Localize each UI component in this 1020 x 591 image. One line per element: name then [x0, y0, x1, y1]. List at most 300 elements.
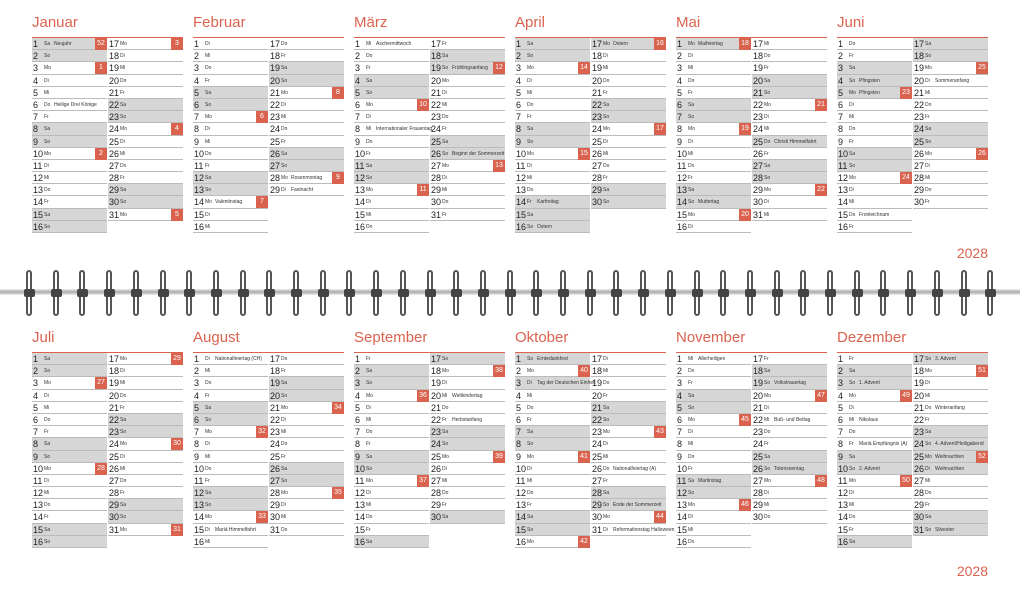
day-row[interactable] [269, 451, 344, 463]
day-row[interactable] [676, 377, 751, 389]
day-row[interactable] [269, 353, 344, 365]
day-row[interactable] [193, 196, 268, 208]
day-row[interactable] [32, 475, 107, 487]
day-row[interactable] [354, 172, 429, 184]
day-row[interactable] [515, 123, 590, 135]
day-row[interactable] [269, 475, 344, 487]
day-row[interactable] [752, 196, 827, 208]
day-row[interactable] [752, 365, 827, 377]
day-row[interactable] [193, 377, 268, 389]
day-row[interactable] [837, 463, 912, 475]
day-row[interactable] [108, 87, 183, 99]
day-row[interactable] [676, 390, 751, 402]
day-row[interactable] [515, 99, 590, 111]
day-row[interactable] [591, 184, 666, 196]
day-row[interactable] [676, 438, 751, 450]
day-row[interactable] [430, 377, 505, 389]
day-row[interactable] [676, 536, 751, 548]
day-row[interactable] [32, 353, 107, 365]
day-row[interactable] [591, 99, 666, 111]
day-row[interactable] [193, 365, 268, 377]
day-row[interactable] [752, 111, 827, 123]
day-row[interactable] [269, 463, 344, 475]
day-row[interactable] [913, 196, 988, 208]
day-row[interactable] [193, 414, 268, 426]
day-row[interactable] [676, 524, 751, 536]
day-row[interactable] [354, 50, 429, 62]
day-row[interactable] [354, 184, 429, 196]
day-row[interactable] [354, 475, 429, 487]
day-row[interactable] [676, 87, 751, 99]
day-row[interactable] [752, 160, 827, 172]
day-row[interactable] [676, 184, 751, 196]
day-row[interactable] [193, 402, 268, 414]
day-row[interactable] [193, 475, 268, 487]
day-row[interactable] [752, 451, 827, 463]
day-row[interactable] [430, 196, 505, 208]
day-row[interactable] [108, 426, 183, 438]
day-row[interactable] [515, 487, 590, 499]
day-row[interactable] [32, 524, 107, 536]
day-row[interactable] [430, 209, 505, 221]
day-row[interactable] [193, 148, 268, 160]
day-row[interactable] [591, 414, 666, 426]
day-row[interactable] [913, 426, 988, 438]
day-row[interactable] [752, 377, 827, 389]
day-row[interactable] [752, 414, 827, 426]
day-row[interactable] [430, 463, 505, 475]
day-row[interactable] [108, 62, 183, 74]
day-row[interactable] [32, 111, 107, 123]
day-row[interactable] [430, 414, 505, 426]
day-row[interactable] [108, 475, 183, 487]
day-row[interactable] [515, 172, 590, 184]
day-row[interactable] [752, 209, 827, 221]
day-row[interactable] [752, 62, 827, 74]
day-row[interactable] [913, 123, 988, 135]
day-row[interactable] [32, 62, 107, 74]
day-row[interactable] [515, 463, 590, 475]
day-row[interactable] [515, 196, 590, 208]
day-row[interactable] [430, 123, 505, 135]
day-row[interactable] [752, 136, 827, 148]
day-row[interactable] [913, 184, 988, 196]
day-row[interactable] [837, 172, 912, 184]
day-row[interactable] [32, 148, 107, 160]
day-row[interactable] [193, 499, 268, 511]
day-row[interactable] [752, 148, 827, 160]
day-row[interactable] [354, 148, 429, 160]
day-row[interactable] [430, 451, 505, 463]
day-row[interactable] [515, 524, 590, 536]
day-row[interactable] [837, 499, 912, 511]
day-row[interactable] [354, 499, 429, 511]
day-row[interactable] [108, 524, 183, 536]
day-row[interactable] [515, 451, 590, 463]
day-row[interactable] [193, 50, 268, 62]
day-row[interactable] [591, 487, 666, 499]
day-row[interactable] [913, 160, 988, 172]
day-row[interactable] [591, 148, 666, 160]
day-row[interactable] [837, 196, 912, 208]
day-row[interactable] [193, 184, 268, 196]
day-row[interactable] [676, 209, 751, 221]
day-row[interactable] [591, 160, 666, 172]
day-row[interactable] [515, 377, 596, 389]
day-row[interactable] [108, 136, 183, 148]
day-row[interactable] [913, 99, 988, 111]
day-row[interactable] [32, 438, 107, 450]
day-row[interactable] [515, 221, 590, 233]
day-row[interactable] [837, 221, 912, 233]
day-row[interactable] [591, 75, 666, 87]
day-row[interactable] [354, 451, 429, 463]
day-row[interactable] [752, 184, 827, 196]
day-row[interactable] [591, 111, 666, 123]
day-row[interactable] [515, 148, 590, 160]
day-row[interactable] [354, 414, 429, 426]
day-row[interactable] [269, 38, 344, 50]
day-row[interactable] [430, 148, 505, 160]
day-row[interactable] [108, 184, 183, 196]
day-row[interactable] [837, 402, 912, 414]
day-row[interactable] [354, 62, 429, 74]
day-row[interactable] [269, 438, 344, 450]
day-row[interactable] [32, 426, 107, 438]
day-row[interactable] [752, 499, 827, 511]
day-row[interactable] [591, 463, 666, 475]
day-row[interactable] [913, 487, 988, 499]
day-row[interactable] [752, 390, 827, 402]
day-row[interactable] [108, 487, 183, 499]
day-row[interactable] [676, 426, 751, 438]
day-row[interactable] [837, 438, 912, 450]
day-row[interactable] [752, 463, 827, 475]
day-row[interactable] [108, 390, 183, 402]
day-row[interactable] [837, 184, 912, 196]
day-row[interactable] [269, 50, 344, 62]
day-row[interactable] [752, 353, 827, 365]
day-row[interactable] [515, 184, 590, 196]
day-row[interactable] [837, 160, 912, 172]
day-row[interactable] [193, 209, 268, 221]
day-row[interactable] [108, 160, 183, 172]
day-row[interactable] [269, 172, 344, 184]
day-row[interactable] [752, 511, 827, 523]
day-row[interactable] [837, 511, 912, 523]
day-row[interactable] [108, 123, 183, 135]
day-row[interactable] [430, 172, 505, 184]
day-row[interactable] [269, 184, 344, 196]
day-row[interactable] [752, 475, 827, 487]
day-row[interactable] [591, 38, 666, 50]
day-row[interactable] [676, 50, 751, 62]
day-row[interactable] [32, 209, 107, 221]
day-row[interactable] [837, 487, 912, 499]
day-row[interactable] [354, 87, 429, 99]
day-row[interactable] [837, 136, 912, 148]
day-row[interactable] [913, 87, 988, 99]
day-row[interactable] [32, 221, 107, 233]
day-row[interactable] [354, 402, 429, 414]
day-row[interactable] [752, 402, 827, 414]
day-row[interactable] [430, 475, 505, 487]
day-row[interactable] [591, 377, 666, 389]
day-row[interactable] [108, 196, 183, 208]
day-row[interactable] [752, 438, 827, 450]
day-row[interactable] [837, 377, 912, 389]
day-row[interactable] [913, 136, 988, 148]
day-row[interactable] [269, 377, 344, 389]
day-row[interactable] [913, 463, 988, 475]
day-row[interactable] [837, 148, 912, 160]
day-row[interactable] [354, 196, 429, 208]
day-row[interactable] [913, 475, 988, 487]
day-row[interactable] [913, 414, 988, 426]
day-row[interactable] [752, 50, 827, 62]
day-row[interactable] [430, 38, 505, 50]
day-row[interactable] [430, 487, 505, 499]
day-row[interactable] [108, 438, 183, 450]
day-row[interactable] [913, 111, 988, 123]
day-row[interactable] [913, 402, 988, 414]
day-row[interactable] [193, 75, 268, 87]
day-row[interactable] [269, 99, 344, 111]
day-row[interactable] [354, 463, 429, 475]
day-row[interactable] [837, 365, 912, 377]
day-row[interactable] [430, 365, 505, 377]
day-row[interactable] [591, 451, 666, 463]
day-row[interactable] [269, 402, 344, 414]
day-row[interactable] [515, 50, 590, 62]
day-row[interactable] [676, 111, 751, 123]
day-row[interactable] [193, 172, 268, 184]
day-row[interactable] [32, 75, 107, 87]
day-row[interactable] [837, 524, 912, 536]
day-row[interactable] [837, 414, 912, 426]
day-row[interactable] [269, 524, 344, 536]
day-row[interactable] [515, 160, 590, 172]
day-row[interactable] [269, 160, 344, 172]
day-row[interactable] [837, 390, 912, 402]
day-row[interactable] [515, 426, 590, 438]
day-row[interactable] [108, 148, 183, 160]
day-row[interactable] [354, 438, 429, 450]
day-row[interactable] [108, 402, 183, 414]
day-row[interactable] [354, 209, 429, 221]
day-row[interactable] [269, 148, 344, 160]
day-row[interactable] [193, 487, 268, 499]
day-row[interactable] [837, 75, 912, 87]
day-row[interactable] [676, 221, 751, 233]
day-row[interactable] [108, 353, 183, 365]
day-row[interactable] [32, 377, 107, 389]
day-row[interactable] [193, 123, 268, 135]
day-row[interactable] [676, 172, 751, 184]
day-row[interactable] [354, 487, 429, 499]
day-row[interactable] [591, 475, 666, 487]
day-row[interactable] [354, 536, 429, 548]
day-row[interactable] [913, 377, 988, 389]
day-row[interactable] [913, 148, 988, 160]
day-row[interactable] [676, 38, 751, 50]
day-row[interactable] [515, 62, 590, 74]
day-row[interactable] [269, 511, 344, 523]
day-row[interactable] [354, 426, 429, 438]
day-row[interactable] [676, 99, 751, 111]
day-row[interactable] [837, 38, 912, 50]
day-row[interactable] [354, 377, 429, 389]
day-row[interactable] [193, 524, 268, 536]
day-row[interactable] [108, 50, 183, 62]
day-row[interactable] [193, 160, 268, 172]
day-row[interactable] [676, 353, 751, 365]
day-row[interactable] [193, 99, 268, 111]
day-row[interactable] [913, 353, 988, 365]
day-row[interactable] [32, 38, 107, 50]
day-row[interactable] [354, 99, 429, 111]
day-row[interactable] [108, 511, 183, 523]
day-row[interactable] [591, 50, 666, 62]
day-row[interactable] [430, 50, 505, 62]
day-row[interactable] [269, 75, 344, 87]
day-row[interactable] [193, 463, 268, 475]
day-row[interactable] [837, 111, 912, 123]
day-row[interactable] [269, 487, 344, 499]
day-row[interactable] [837, 99, 912, 111]
day-row[interactable] [752, 87, 827, 99]
day-row[interactable] [269, 426, 344, 438]
day-row[interactable] [515, 136, 590, 148]
day-row[interactable] [515, 511, 590, 523]
day-row[interactable] [32, 511, 107, 523]
day-row[interactable] [515, 87, 590, 99]
day-row[interactable] [354, 511, 429, 523]
day-row[interactable] [108, 172, 183, 184]
day-row[interactable] [913, 511, 988, 523]
day-row[interactable] [591, 136, 666, 148]
day-row[interactable] [913, 524, 988, 536]
day-row[interactable] [913, 390, 988, 402]
day-row[interactable] [269, 87, 344, 99]
day-row[interactable] [515, 390, 590, 402]
day-row[interactable] [591, 62, 666, 74]
day-row[interactable] [193, 62, 268, 74]
day-row[interactable] [269, 62, 344, 74]
day-row[interactable] [591, 390, 666, 402]
day-row[interactable] [32, 184, 107, 196]
day-row[interactable] [676, 75, 751, 87]
day-row[interactable] [32, 414, 107, 426]
day-row[interactable] [269, 123, 344, 135]
day-row[interactable] [430, 390, 505, 402]
day-row[interactable] [591, 87, 666, 99]
day-row[interactable] [752, 123, 827, 135]
day-row[interactable] [591, 123, 666, 135]
day-row[interactable] [676, 487, 751, 499]
day-row[interactable] [193, 111, 268, 123]
day-row[interactable] [430, 99, 505, 111]
day-row[interactable] [354, 160, 429, 172]
day-row[interactable] [913, 438, 988, 450]
day-row[interactable] [752, 172, 827, 184]
day-row[interactable] [32, 463, 107, 475]
day-row[interactable] [913, 365, 988, 377]
day-row[interactable] [515, 365, 590, 377]
day-row[interactable] [837, 209, 912, 221]
day-row[interactable] [354, 123, 433, 135]
day-row[interactable] [591, 426, 666, 438]
day-row[interactable] [193, 511, 268, 523]
day-row[interactable] [591, 524, 675, 536]
day-row[interactable] [193, 38, 268, 50]
day-row[interactable] [193, 221, 268, 233]
day-row[interactable] [591, 172, 666, 184]
day-row[interactable] [193, 426, 268, 438]
day-row[interactable] [430, 426, 505, 438]
day-row[interactable] [913, 172, 988, 184]
day-row[interactable] [752, 99, 827, 111]
day-row[interactable] [269, 111, 344, 123]
day-row[interactable] [676, 402, 751, 414]
day-row[interactable] [676, 511, 751, 523]
day-row[interactable] [676, 499, 751, 511]
day-row[interactable] [515, 38, 590, 50]
day-row[interactable] [32, 50, 107, 62]
day-row[interactable] [32, 365, 107, 377]
day-row[interactable] [515, 438, 590, 450]
day-row[interactable] [354, 524, 429, 536]
day-row[interactable] [515, 499, 590, 511]
day-row[interactable] [430, 499, 505, 511]
day-row[interactable] [430, 353, 505, 365]
day-row[interactable] [193, 438, 268, 450]
day-row[interactable] [32, 123, 107, 135]
day-row[interactable] [193, 451, 268, 463]
day-row[interactable] [515, 414, 590, 426]
day-row[interactable] [108, 75, 183, 87]
day-row[interactable] [108, 451, 183, 463]
day-row[interactable] [32, 499, 107, 511]
day-row[interactable] [32, 536, 107, 548]
day-row[interactable] [515, 209, 590, 221]
day-row[interactable] [269, 414, 344, 426]
day-row[interactable] [515, 402, 590, 414]
day-row[interactable] [32, 390, 107, 402]
day-row[interactable] [32, 99, 107, 111]
day-row[interactable] [269, 365, 344, 377]
day-row[interactable] [515, 475, 590, 487]
day-row[interactable] [354, 390, 429, 402]
day-row[interactable] [32, 136, 107, 148]
day-row[interactable] [108, 414, 183, 426]
day-row[interactable] [430, 62, 505, 74]
day-row[interactable] [752, 487, 827, 499]
day-row[interactable] [193, 536, 268, 548]
day-row[interactable] [430, 111, 505, 123]
day-row[interactable] [676, 62, 751, 74]
day-row[interactable] [108, 365, 183, 377]
day-row[interactable] [354, 353, 429, 365]
day-row[interactable] [32, 87, 107, 99]
day-row[interactable] [837, 62, 912, 74]
day-row[interactable] [676, 451, 751, 463]
day-row[interactable] [515, 353, 590, 365]
day-row[interactable] [515, 75, 590, 87]
day-row[interactable] [354, 221, 429, 233]
day-row[interactable] [837, 426, 912, 438]
day-row[interactable] [837, 123, 912, 135]
